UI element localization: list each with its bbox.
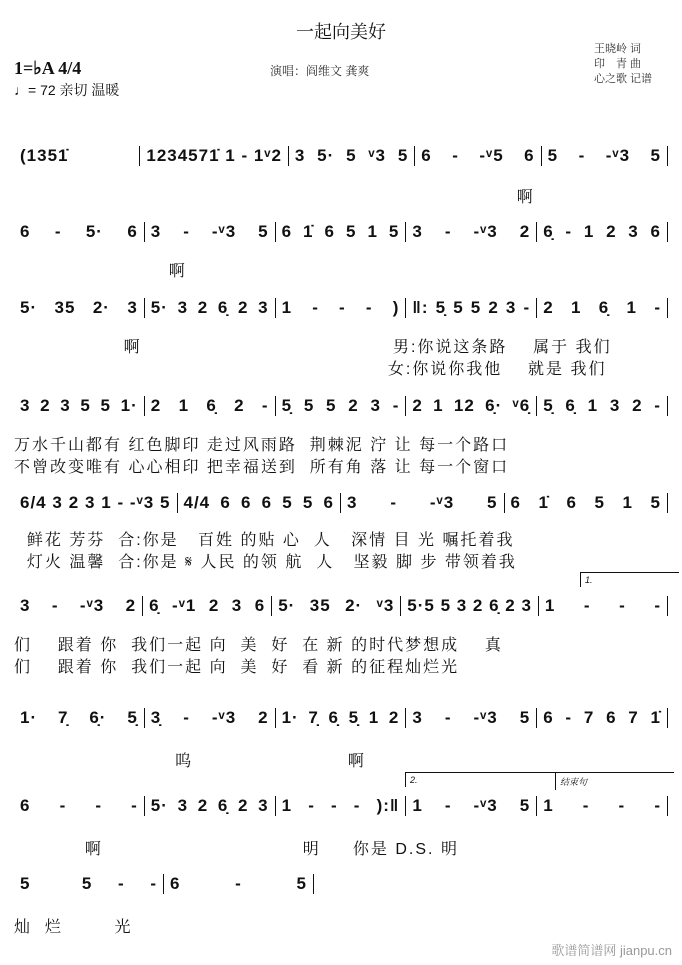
measure: 2 1 6̣ 2 - (145, 396, 276, 416)
lyric-line: 万水千山都有 红色脚印 走过风雨路 荆棘泥 泞 让 每一个路口 (14, 437, 510, 454)
measure: 6̣ -ᵛ1 2 3 6 (143, 596, 272, 616)
singer-credit: 演唱：阎维文 龚爽 (270, 64, 370, 78)
measure: 3 - -ᵛ3 5 (145, 222, 276, 242)
measure: 5· 3 2 6̣ 2 3 (145, 796, 276, 816)
lyric-line: 们 跟着 你 我们一起 向 美 好 在 新 的时代梦想成 真 (14, 637, 503, 654)
measure: 6 1̇ 6 5 1 5 (276, 222, 407, 242)
measure: (1351̇ (14, 146, 140, 166)
measure: 6̣ - 1 2 3 6 (537, 222, 668, 242)
measure: 1 - - - ):‖ (276, 796, 407, 816)
measure: 3 - -ᵛ3 2 (14, 596, 143, 616)
measure: 3 5· 5 ᵛ3 5 (289, 146, 415, 166)
measure: 1 - - - ) (276, 298, 407, 318)
measure: 1· 7̣ 6̣ 5̣ 1 2 (276, 708, 407, 728)
key-signature: 1=♭A 4/4 (14, 58, 82, 78)
ending-bracket: 结束句 (555, 772, 674, 790)
measure: ‖: 5̣ 5 5 2 3 - (406, 298, 537, 318)
measure: 3 - -ᵛ3 2 (406, 222, 537, 242)
measure: 5 - -ᵛ3 5 (542, 146, 668, 166)
measure: 5 5 - - (14, 874, 164, 894)
lyric-line: 们 跟着 你 我们一起 向 美 好 看 新 的征程灿烂光 (14, 659, 460, 676)
lyric-line: 啊 明 你是 D.S. 明 (14, 841, 459, 858)
measure: 6 - 5 (164, 874, 314, 894)
measure: 5· 3 2 6̣ 2 3 (145, 298, 276, 318)
lyric-line: 啊 (14, 189, 535, 206)
volta-bracket: 1. (580, 572, 679, 587)
tempo-marking: ♩= 72 亲切 温暖 (14, 82, 120, 98)
lyric-line: 不曾改变唯有 心心相印 把幸福送到 所有角 落 让 每一个窗口 (14, 459, 510, 476)
measure: 4/4 6 6 6 5 5 6 (178, 493, 342, 513)
watermark: 歌谱简谱网 jianpu.cn (551, 943, 672, 958)
measure: 5·5 5 3 2 6̣ 2 3 (401, 596, 539, 616)
measure: 1 - - - (539, 596, 668, 616)
score-system (14, 596, 668, 616)
score-system (14, 396, 668, 416)
lyric-line: 呜 啊 (14, 753, 366, 770)
lyric-line: 女:你说你我他 就是 我们 (14, 361, 607, 378)
measure: 6 - 7 6 7 1̇ (537, 708, 668, 728)
lyric-line: 鲜花 芳芬 合:你是 百姓 的贴 心 人 深情 目 光 嘱托着我 (14, 532, 515, 549)
measure: 5· 35 2· 3 (14, 298, 145, 318)
measure: 3 - -ᵛ3 5 (341, 493, 505, 513)
score-system (14, 493, 668, 513)
measure: 2 1 12 6̣· ᵛ6̣ (406, 396, 537, 416)
score-system (14, 874, 314, 894)
lyric-line: 灯火 温馨 合:你是 𝄋 人民 的领 航 人 坚毅 脚 步 带领着我 (14, 554, 517, 571)
measure: 5̣ 5 5 2 3 - (276, 396, 407, 416)
measure: 5· 35 2· ᵛ3 (272, 596, 401, 616)
lyricist: 王晓岭 词 (594, 43, 642, 55)
measure: 1234571̇ 1 - 1ᵛ2 (140, 146, 289, 166)
measure: 5̣ 6̣ 1 3 2 - (537, 396, 668, 416)
score-system (14, 146, 668, 166)
measure: 3̣ - -ᵛ3 2 (145, 708, 276, 728)
measure: 6 - -ᵛ5 6 (415, 146, 541, 166)
score-system (14, 708, 668, 728)
measure: 6 - - - (14, 796, 145, 816)
measure: 1 - - - (537, 796, 668, 816)
score-system (14, 222, 668, 242)
measure: 3 - -ᵛ3 5 (406, 708, 537, 728)
lyric-line: 啊 (14, 263, 187, 280)
measure: 3 2 3 5 5 1· (14, 396, 145, 416)
volta-bracket: 2. (405, 772, 559, 787)
measure: 1 - -ᵛ3 5 (406, 796, 537, 816)
score-system (14, 298, 668, 318)
lyric-line: 啊 男:你说这条路 属于 我们 (14, 339, 612, 356)
measure: 2 1 6̣ 1 - (537, 298, 668, 318)
measure: 6 - 5· 6 (14, 222, 145, 242)
authors-credit (594, 42, 652, 87)
song-title: 一起向美好 (296, 22, 386, 42)
lyric-line: 灿 烂 光 (14, 919, 133, 936)
score-system (14, 796, 668, 816)
measure: 6/4 3 2 3 1 - -ᵛ3 5 (14, 493, 178, 513)
composer: 印 青 曲 (594, 58, 642, 70)
transcriber: 心之歌 记谱 (594, 73, 653, 85)
measure: 6 1̇ 6 5 1 5 (505, 493, 669, 513)
measure: 1· 7̣ 6̣· 5̣ (14, 708, 145, 728)
